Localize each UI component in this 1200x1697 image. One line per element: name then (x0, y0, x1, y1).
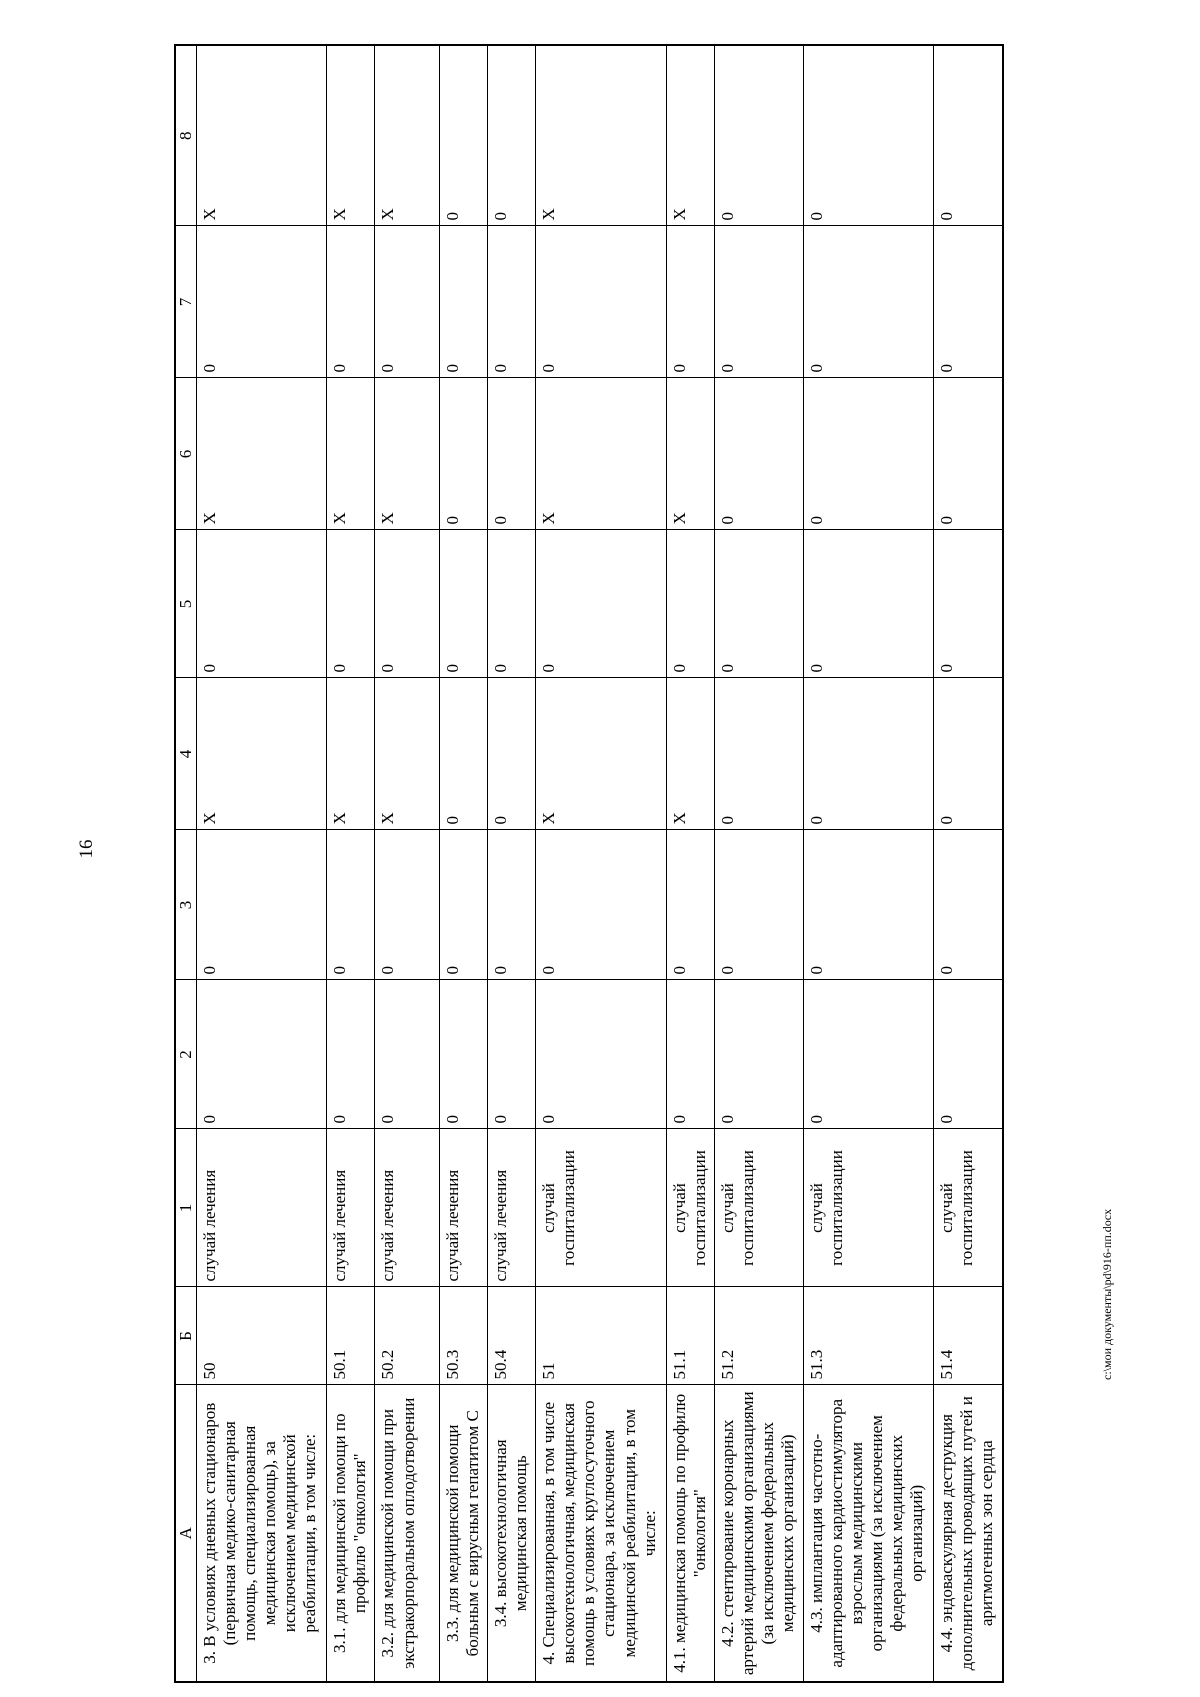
row-unit: случай лечения (197, 1129, 327, 1287)
row-value: 0 (197, 830, 327, 980)
row-value: X (327, 678, 375, 830)
column-header: 7 (175, 226, 197, 378)
row-value: 0 (327, 830, 375, 980)
column-header: 1 (175, 1129, 197, 1287)
row-code: 51.3 (803, 1287, 933, 1385)
row-value: 0 (488, 678, 536, 830)
table-row (666, 45, 714, 1682)
column-header: 6 (175, 378, 197, 530)
row-value: 0 (327, 226, 375, 378)
row-value: 0 (934, 45, 1003, 226)
row-description: 4.2. стентирование коронарных артерий медицинскими организациями (за исключением федеральных медицинских организаций) (714, 1385, 803, 1682)
column-header: 8 (175, 45, 197, 226)
row-value: 0 (488, 45, 536, 226)
row-value: 0 (714, 530, 803, 678)
row-value: 0 (488, 830, 536, 980)
row-value: 0 (488, 226, 536, 378)
row-value: 0 (803, 980, 933, 1129)
column-header: А (175, 1385, 197, 1682)
row-value: X (197, 378, 327, 530)
row-value: X (327, 378, 375, 530)
row-value: 0 (536, 830, 666, 980)
row-value: 0 (934, 378, 1003, 530)
row-value: 0 (536, 530, 666, 678)
row-value: X (666, 45, 714, 226)
table-header-row (175, 45, 197, 1682)
row-value: X (375, 678, 439, 830)
footer-file-path: c:\мои документы\pd\916-пп.docx (1100, 1208, 1114, 1380)
table-row (488, 45, 536, 1682)
data-table (174, 44, 1004, 1683)
row-value: 0 (803, 45, 933, 226)
row-value: 0 (714, 830, 803, 980)
row-unit: случай лечения (488, 1129, 536, 1287)
row-value: 0 (803, 226, 933, 378)
row-code: 50 (197, 1287, 327, 1385)
column-header: 2 (175, 980, 197, 1129)
row-code: 50.2 (375, 1287, 439, 1385)
row-value: 0 (803, 830, 933, 980)
table-row (803, 45, 933, 1682)
table-row (536, 45, 666, 1682)
row-value: 0 (327, 530, 375, 678)
table-row (197, 45, 327, 1682)
row-description: 3.2. для медицинской помощи при экстракорпоральном оплодотворении (375, 1385, 439, 1682)
row-code: 50.4 (488, 1287, 536, 1385)
row-description: 3.3. для медицинской помощи больным с вирусным гепатитом C (439, 1385, 487, 1682)
row-value: 0 (488, 980, 536, 1129)
row-description: 4. Специализированная, в том числе высокотехнологичная, медицинская помощь в условиях круглосуточного стационара, за исключением медицинской реабилитации, в том числе: (536, 1385, 666, 1682)
row-code: 50.3 (439, 1287, 487, 1385)
row-value: 0 (375, 980, 439, 1129)
row-value: 0 (536, 980, 666, 1129)
row-value: 0 (803, 530, 933, 678)
row-unit: случай госпитализации (666, 1129, 714, 1287)
table-row (714, 45, 803, 1682)
row-value: X (197, 678, 327, 830)
row-unit: случай госпитализации (803, 1129, 933, 1287)
row-value: 0 (488, 378, 536, 530)
row-description: 4.4. эндоваскулярная деструкция дополнительных проводящих путей и аритмогенных зон сердца (934, 1385, 1003, 1682)
row-value: X (375, 45, 439, 226)
column-header: 3 (175, 830, 197, 980)
row-value: 0 (934, 980, 1003, 1129)
row-code: 51.1 (666, 1287, 714, 1385)
row-description: 4.3. имплантация частотно-адаптированного кардиостимулятора взрослым медицинскими организациями (за исключением федеральных медицинских организаций) (803, 1385, 933, 1682)
row-unit: случай лечения (375, 1129, 439, 1287)
row-value: X (375, 378, 439, 530)
row-value: 0 (375, 530, 439, 678)
row-unit: случай госпитализации (536, 1129, 666, 1287)
row-code: 51 (536, 1287, 666, 1385)
row-value: X (666, 378, 714, 530)
row-description: 3. В условиях дневных стационаров (первичная медико-санитарная помощь, специализированная медицинская помощь), за исключением медицинской реабилитации, в том числе: (197, 1385, 327, 1682)
row-value: X (327, 45, 375, 226)
row-unit: случай лечения (327, 1129, 375, 1287)
row-description: 3.1. для медицинской помощи по профилю "онкология" (327, 1385, 375, 1682)
row-value: 0 (439, 378, 487, 530)
row-value: 0 (536, 226, 666, 378)
table-row (439, 45, 487, 1682)
row-value: 0 (934, 226, 1003, 378)
row-unit: случай лечения (439, 1129, 487, 1287)
rotated-table-container (174, 46, 1004, 1683)
row-value: X (666, 678, 714, 830)
row-value: X (536, 45, 666, 226)
row-value: 0 (934, 530, 1003, 678)
row-value: 0 (714, 678, 803, 830)
row-value: 0 (934, 830, 1003, 980)
column-header: 4 (175, 678, 197, 830)
row-value: 0 (375, 830, 439, 980)
row-value: 0 (666, 530, 714, 678)
row-value: 0 (714, 378, 803, 530)
row-value: 0 (439, 830, 487, 980)
page-number: 16 (76, 839, 97, 859)
row-value: 0 (439, 980, 487, 1129)
row-value: 0 (803, 678, 933, 830)
row-value: X (536, 678, 666, 830)
column-header: Б (175, 1287, 197, 1385)
row-value: 0 (375, 226, 439, 378)
row-description: 3.4. высокотехнологичная медицинская помощь (488, 1385, 536, 1682)
row-code: 51.4 (934, 1287, 1003, 1385)
row-value: 0 (666, 980, 714, 1129)
row-value: 0 (714, 980, 803, 1129)
row-value: 0 (488, 530, 536, 678)
row-value: 0 (197, 980, 327, 1129)
row-unit: случай госпитализации (714, 1129, 803, 1287)
row-value: 0 (714, 226, 803, 378)
row-value: 0 (934, 678, 1003, 830)
row-value: 0 (666, 226, 714, 378)
row-description: 4.1. медицинская помощь по профилю "онкология" (666, 1385, 714, 1682)
row-value: 0 (197, 226, 327, 378)
row-value: 0 (439, 530, 487, 678)
row-value: 0 (439, 678, 487, 830)
table-row (934, 45, 1003, 1682)
row-value: 0 (197, 530, 327, 678)
row-unit: случай госпитализации (934, 1129, 1003, 1287)
row-code: 50.1 (327, 1287, 375, 1385)
row-value: 0 (439, 226, 487, 378)
column-header: 5 (175, 530, 197, 678)
row-value: X (536, 378, 666, 530)
table-row (375, 45, 439, 1682)
row-value: 0 (803, 378, 933, 530)
table-row (327, 45, 375, 1682)
row-value: 0 (714, 45, 803, 226)
row-value: 0 (439, 45, 487, 226)
row-value: 0 (327, 980, 375, 1129)
row-code: 51.2 (714, 1287, 803, 1385)
row-value: X (197, 45, 327, 226)
row-value: 0 (666, 830, 714, 980)
